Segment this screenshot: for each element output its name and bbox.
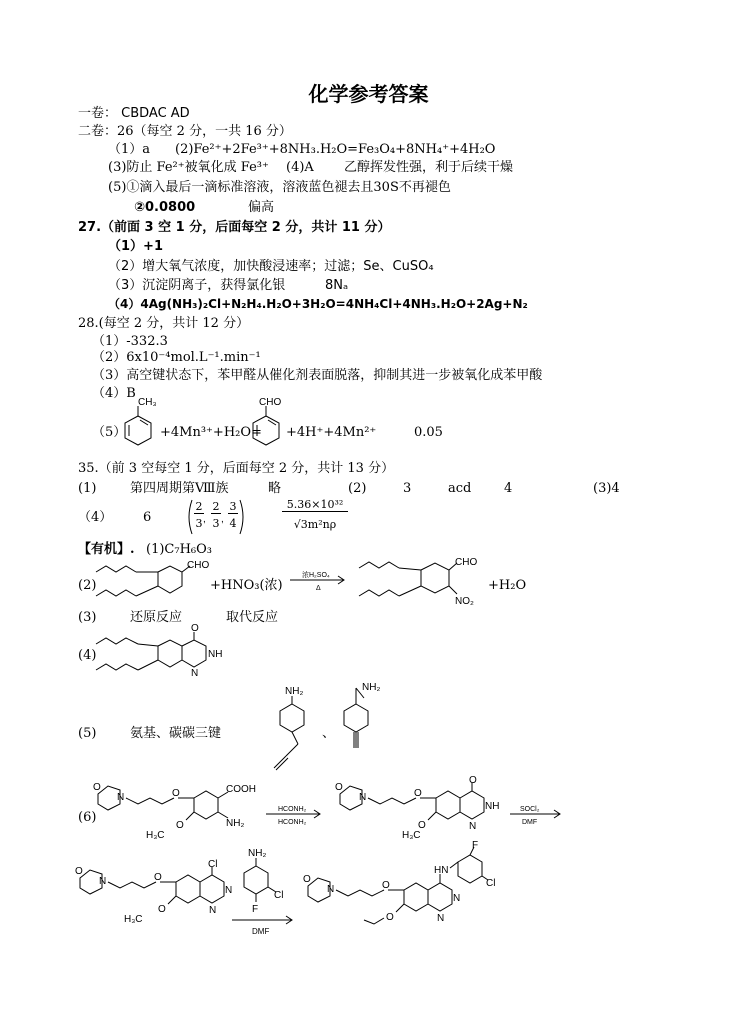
final-morpholine-o: O bbox=[303, 874, 311, 885]
quinazolinone-structure bbox=[92, 623, 223, 680]
aniline-f-label: F bbox=[252, 904, 259, 915]
inter-methoxy-o: O bbox=[418, 820, 426, 831]
start-ether-o: O bbox=[172, 788, 180, 799]
chloro-cl-label: Cl bbox=[208, 859, 218, 870]
final-n2-label: N bbox=[437, 913, 445, 924]
toluene-ch3-label: CH₃ bbox=[138, 397, 157, 408]
isomer-a-structure bbox=[268, 684, 318, 780]
q26-3: (3)防止 Fe²⁺被氧化成 Fe³⁺ bbox=[108, 160, 269, 175]
chloro-morpholine-n: N bbox=[99, 876, 107, 887]
q28-4: （4）B bbox=[92, 386, 136, 401]
q28-5-value: 0.05 bbox=[414, 425, 443, 440]
inter-morpholine-n: N bbox=[359, 792, 367, 803]
chloro-intermediate-structure bbox=[72, 860, 242, 930]
q26-4: (4)A bbox=[286, 160, 314, 175]
svg-text:,: , bbox=[221, 514, 224, 525]
q28-5-label: （5） bbox=[92, 425, 127, 440]
toluene-structure bbox=[118, 398, 158, 448]
final-cl-label: Cl bbox=[486, 878, 496, 889]
page-title: 化学参考答案 bbox=[308, 82, 429, 106]
isomer-b-structure bbox=[336, 680, 396, 780]
final-methoxy-o: O bbox=[386, 912, 394, 923]
q35-4-answer: 6 bbox=[143, 510, 152, 525]
density-denominator: √3m²nρ bbox=[293, 518, 337, 531]
q35-2-answer-a: 3 bbox=[403, 481, 412, 496]
q28-2: （2）6x10⁻⁴mol.L⁻¹.min⁻¹ bbox=[92, 350, 261, 365]
organic-3-a: 还原反应 bbox=[130, 610, 183, 625]
isomer-a-nh2-label: NH₂ bbox=[285, 686, 304, 697]
synthesis-intermediate-structure bbox=[332, 776, 512, 846]
nitro-product-structure bbox=[355, 556, 485, 608]
organic-3-b: 取代反应 bbox=[226, 610, 279, 625]
q27-4: （4）4Ag(NH₃)₂Cl+N₂H₄.H₂O+3H₂O=4NH₄Cl+4NH₃.H₂O+2Ag+N₂ bbox=[108, 297, 528, 311]
isomer-separator: 、 bbox=[322, 726, 336, 741]
start-methoxy-o: O bbox=[176, 820, 184, 831]
start-nh2-label: NH₂ bbox=[226, 818, 245, 829]
isomer-b-nh2-label: NH₂ bbox=[362, 682, 381, 693]
chloro-n1-label: N bbox=[225, 885, 233, 896]
q26-5-2-result: 偏高 bbox=[248, 200, 275, 215]
q26-4-reason: 乙醇挥发性强，利于后续干燥 bbox=[344, 160, 514, 175]
quinazolinone-n-label: N bbox=[191, 668, 199, 679]
frac-3-num: 3 bbox=[229, 500, 237, 513]
final-ether-o: O bbox=[382, 880, 390, 891]
synthesis-start-structure bbox=[90, 776, 270, 846]
organic-2-water: +H₂O bbox=[488, 578, 527, 593]
frac-3-den: 4 bbox=[229, 517, 237, 530]
density-numerator: 5.36×10³² bbox=[282, 498, 348, 512]
benzaldehyde-structure bbox=[246, 398, 286, 448]
q27-header: 27.（前面 3 空 1 分，后面每空 2 分，共计 11 分） bbox=[78, 220, 391, 235]
q26-5-2: ②0.0800 bbox=[134, 200, 196, 215]
q27-2: （2）增大氧气浓度，加快酸浸速率；过滤；Se、CuSO₄ bbox=[108, 259, 434, 274]
chloro-h3c-label: H₃C bbox=[124, 914, 143, 925]
benzaldehyde-cho-label: CHO bbox=[259, 397, 282, 408]
organic-6-label: (6) bbox=[78, 810, 97, 825]
organic-5-label: (5) bbox=[78, 726, 97, 741]
start-morpholine-o: O bbox=[93, 782, 101, 793]
q28-header: 28.(每空 2 分，共计 12 分） bbox=[78, 316, 250, 331]
product-cho-label: CHO bbox=[455, 557, 478, 568]
start-h3c-label: H₃C bbox=[146, 830, 165, 841]
q28-3: （3）高空键状态下，苯甲醛从催化剂表面脱落，抑制其进一步被氧化成苯甲酸 bbox=[92, 368, 543, 383]
q28-1: （1）-332.3 bbox=[92, 334, 168, 349]
cyclization-arrow bbox=[264, 802, 324, 826]
organic-5-answer: 氨基、碳碳三键 bbox=[130, 726, 222, 741]
cyclization-reagent: HCONH₂ bbox=[278, 806, 307, 813]
chlorination-solvent: DMF bbox=[522, 819, 538, 826]
quinazolinone-o-label: O bbox=[191, 623, 199, 634]
q28-5-equation-mid: +4Mn³⁺+H₂O= bbox=[160, 425, 262, 440]
inter-n-label: N bbox=[469, 821, 477, 832]
q35-1-answer-b: 略 bbox=[268, 481, 282, 496]
start-morpholine-n: N bbox=[117, 792, 125, 803]
chloro-methoxy-o: O bbox=[158, 904, 166, 915]
part2-header: 二卷：26（每空 2 分，一共 16 分） bbox=[78, 124, 292, 139]
inter-o-label: O bbox=[469, 775, 477, 786]
reactant-structure bbox=[92, 560, 210, 607]
aniline-cl-label: Cl bbox=[274, 890, 284, 901]
inter-morpholine-o: O bbox=[335, 782, 343, 793]
aniline-nh2-label: NH₂ bbox=[248, 848, 267, 859]
organic-2-label: (2) bbox=[78, 578, 97, 593]
aniline-reagent-structure bbox=[232, 846, 292, 938]
coupling-solvent: DMF bbox=[252, 927, 270, 936]
chloro-morpholine-o: O bbox=[75, 866, 83, 877]
q27-3-value: 8Nₐ bbox=[325, 278, 349, 293]
q26-5-1: (5)①滴入最后一滴标准溶液，溶液蓝色褪去且30S不再褪色 bbox=[108, 180, 451, 195]
q35-1-label: (1) bbox=[78, 481, 97, 496]
q27-3: （3）沉淀阴离子，获得氯化银 bbox=[108, 278, 286, 293]
reactant-cho-label: CHO bbox=[187, 560, 210, 571]
nitration-arrow bbox=[288, 568, 348, 592]
q35-2-answer-b: acd bbox=[448, 481, 472, 496]
q27-1: （1）+1 bbox=[108, 239, 163, 254]
organic-3-label: (3) bbox=[78, 610, 97, 625]
q35-1-answer: 第四周期第Ⅷ族 bbox=[130, 481, 229, 496]
frac-1-den: 3 bbox=[195, 517, 203, 530]
organic-2-reagent: +HNO₃(浓) bbox=[210, 578, 283, 593]
product-no2-label: NO₂ bbox=[455, 596, 474, 607]
cyclization-reagent-2: HCONH₂ bbox=[278, 819, 307, 826]
coordinate-triple bbox=[186, 498, 246, 536]
inter-h3c-label: H₃C bbox=[402, 830, 421, 841]
start-cooh-label: COOH bbox=[226, 784, 256, 795]
nitration-condition: 浓H₂SO₄ bbox=[302, 572, 330, 579]
frac-2-den: 3 bbox=[212, 517, 220, 530]
q35-2-answer-c: 4 bbox=[504, 481, 513, 496]
final-product-structure bbox=[300, 840, 500, 940]
part1-answers: 一卷： CBDAC AD bbox=[78, 106, 190, 121]
frac-1-num: 2 bbox=[195, 500, 203, 513]
q26-1: （1）a bbox=[108, 142, 151, 157]
inter-ether-o: O bbox=[414, 788, 422, 799]
q28-5-equation-end: +4H⁺+4Mn²⁺ bbox=[286, 425, 377, 440]
svg-text:,: , bbox=[203, 514, 206, 525]
q35-4-label: （4） bbox=[78, 510, 113, 525]
quinazolinone-nh-label: NH bbox=[208, 649, 223, 660]
final-morpholine-n: N bbox=[327, 884, 335, 895]
q35-header: 35.（前 3 空每空 1 分，后面每空 2 分，共计 13 分） bbox=[78, 461, 395, 476]
organic-1: (1)C₇H₆O₃ bbox=[146, 542, 212, 557]
chlorination-arrow bbox=[508, 802, 564, 826]
q35-3-answer: (3)4 bbox=[593, 481, 620, 496]
chloro-ether-o: O bbox=[154, 872, 162, 883]
chloro-n2-label: N bbox=[209, 905, 217, 916]
q35-2-label: (2) bbox=[348, 481, 367, 496]
final-n1-label: N bbox=[453, 893, 461, 904]
final-f-label: F bbox=[472, 840, 479, 851]
q26-2: (2)Fe²⁺+2Fe³⁺+8NH₃.H₂O=Fe₃O₄+8NH₄⁺+4H₂O bbox=[175, 142, 496, 157]
nitration-heat: Δ bbox=[316, 585, 321, 592]
organic-4-label: (4) bbox=[78, 648, 97, 663]
organic-header: 【有机】. bbox=[78, 542, 135, 557]
frac-2-num: 2 bbox=[212, 500, 220, 513]
inter-nh-label: NH bbox=[485, 801, 500, 812]
chlorination-reagent: SOCl₂ bbox=[520, 806, 540, 813]
final-nh-label: HN bbox=[434, 865, 449, 876]
